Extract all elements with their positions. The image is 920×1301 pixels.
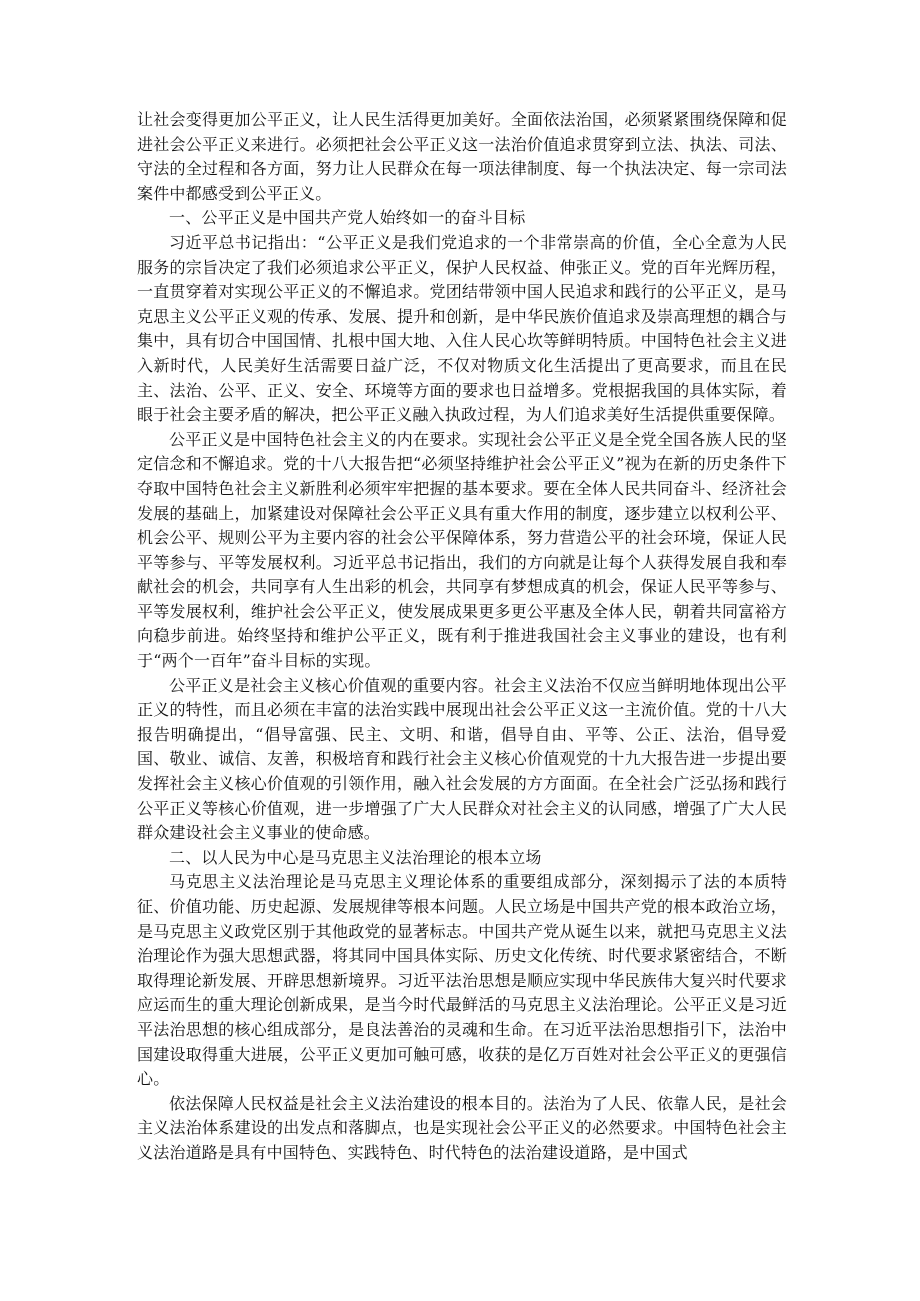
section-heading-2: 二、以人民为中心是马克思主义法治理论的根本立场 <box>169 847 542 867</box>
paragraph-2-1: 马克思主义法治理论是马克思主义理论体系的重要组成部分，深刻揭示了法的本质特征、价值功能、历史起源、发展规律等根本问题。人民立场是中国共产党的根本政治立场，是马克思主义政党区别于其他政党的显著标志。中国共产党从诞生以来，就把马克思主义法治理论作为强大思想武器，将其同中国具体实际、历史文化传统、时代要求紧密结合，不断取得理论新发展、开辟思想新境界。习近平法治思想是顺应实现中华民族伟大复兴时代要求应运而生的重大理论创新成果，是当今时代最鲜活的马克思主义法治理论。公平正义是习近平法治思想的核心组成部分，是良法善治的灵魂和生命。在习近平法治思想指引下，法治中国建设取得重大进展，公平正义更加可触可感，收获的是亿万百姓对社会公平正义的更强信心。 <box>137 872 787 1089</box>
section-heading-1: 一、公平正义是中国共产党人始终如一的奋斗目标 <box>169 208 526 228</box>
paragraph-intro-continued: 让社会变得更加公平正义，让人民生活得更加美好。全面依法治国，必须紧紧围绕保障和促进社会公平正义来进行。必须把社会公平正义这一法治价值追求贯穿到立法、执法、司法、守法的全过程和各方面，努力让人民群众在每一项法律制度、每一个执法决定、每一宗司法案件中都感受到公平正义。 <box>137 110 787 203</box>
paragraph-2-2: 依法保障人民权益是社会主义法治建设的根本目的。法治为了人民、依靠人民，是社会主义法治体系建设的出发点和落脚点，也是实现社会公平正义的必然要求。中国特色社会主义法治道路是具有中国特色、实践特色、时代特色的法治建设道路，是中国式 <box>137 1093 787 1162</box>
document-page <box>137 108 787 1166</box>
paragraph-1-3: 公平正义是社会主义核心价值观的重要内容。社会主义法治不仅应当鲜明地体现出公平正义的特性，而且必须在丰富的法治实践中展现出社会公平正义这一主流价值。党的十八大报告明确提出，“倡导富强、民主、文明、和谐，倡导自由、平等、公正、法治，倡导爱国、敬业、诚信、友善，积极培育和践行社会主义核心价值观党的十九大报告进一步提出要发挥社会主义核心价值观的引领作用，融入社会发展的方方面面。在全社会广泛弘扬和践行公平正义等核心价值观，进一步增强了广大人民群众对社会主义的认同感，增强了广大人民群众建设社会主义事业的使命感。 <box>137 675 787 843</box>
paragraph-1-2: 公平正义是中国特色社会主义的内在要求。实现社会公平正义是全党全国各族人民的坚定信念和不懈追求。党的十八大报告把“必须坚持维护社会公平正义”视为在新的历史条件下夺取中国特色社会主义新胜利必须牢牢把握的基本要求。要在全体人民共同奋斗、经济社会发展的基础上，加紧建设对保障社会公平正义具有重大作用的制度，逐步建立以权利公平、机会公平、规则公平为主要内容的社会公平保障体系，努力营造公平的社会环境，保证人民平等参与、平等发展权利。习近平总书记指出，我们的方向就是让每个人获得发展自我和奉献社会的机会，共同享有人生出彩的机会，共同享有梦想成真的机会，保证人民平等参与、平等发展权利，维护社会公平正义，使发展成果更多更公平惠及全体人民，朝着共同富裕方向稳步前进。始终坚持和维护公平正义，既有利于推进我国社会主义事业的建设，也有利于“两个一百年”奋斗目标的实现。 <box>137 429 787 671</box>
paragraph-1-1: 习近平总书记指出：“公平正义是我们党追求的一个非常崇高的价值，全心全意为人民服务的宗旨决定了我们必须追求公平正义，保护人民权益、伸张正义。党的百年光辉历程，一直贯穿着对实现公平正义的不懈追求。党团结带领中国人民追求和践行的公平正义，是马克思主义公平正义观的传承、发展、提升和创新，是中华民族价值追求及崇高理想的耦合与集中，具有切合中国国情、扎根中国大地、入住人民心坎等鲜明特质。中国特色社会主义进入新时代，人民美好生活需要日益广泛，不仅对物质文化生活提出了更高要求，而且在民主、法治、公平、正义、安全、环境等方面的要求也日益增多。党根据我国的具体实际，着眼于社会主要矛盾的解决，把公平正义融入执政过程，为人们追求美好生活提供重要保障。 <box>137 232 787 425</box>
